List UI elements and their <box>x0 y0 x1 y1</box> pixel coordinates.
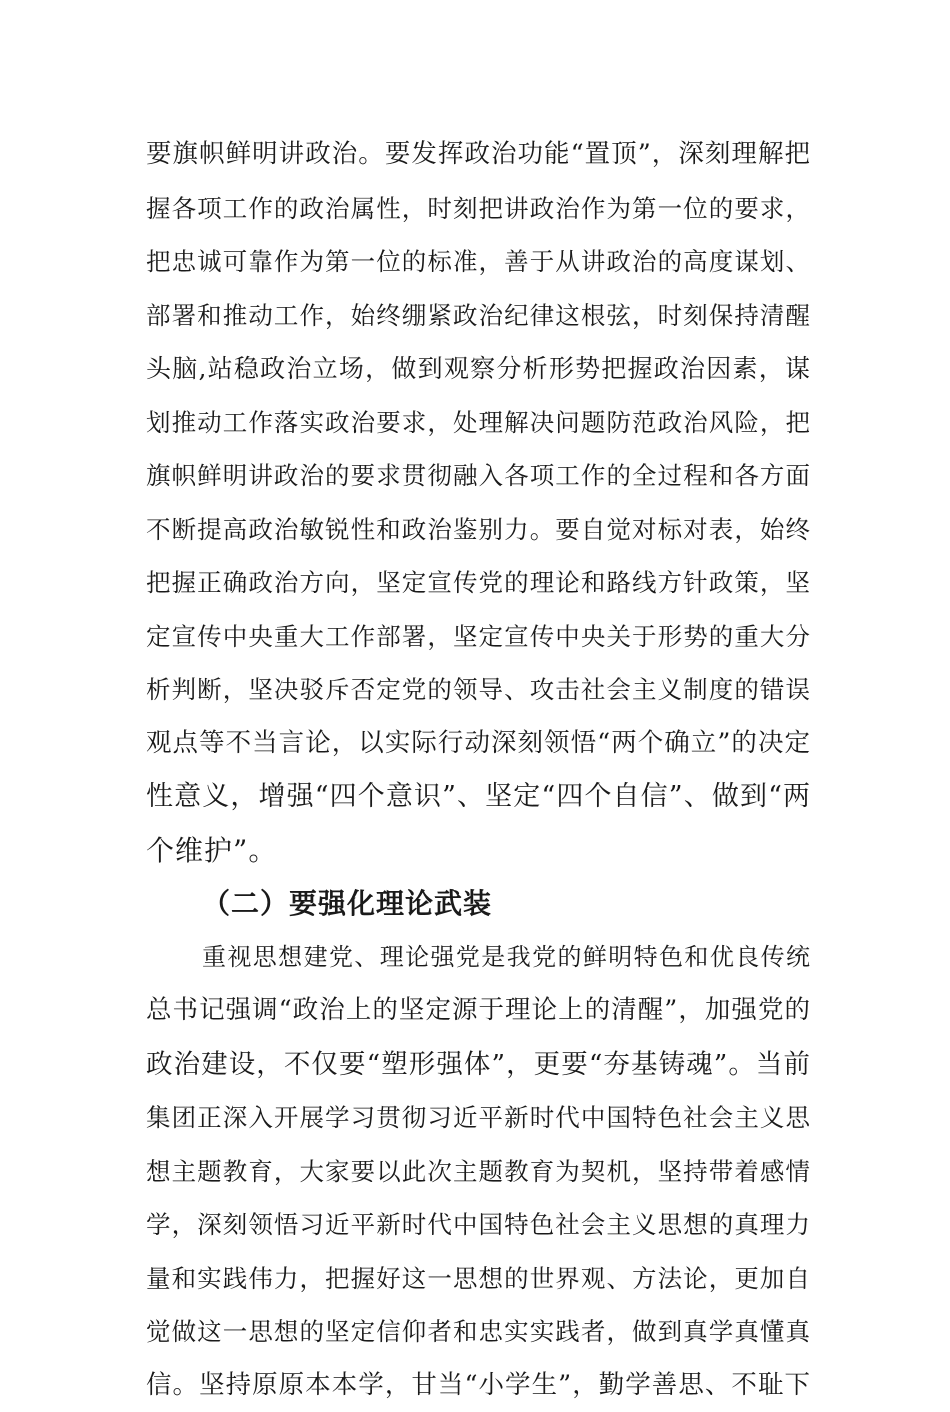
text-line: 不断提高政治敏锐性和政治鉴别力。要自觉对标对表，始终 <box>146 503 811 557</box>
text-line: 重视思想建党、理论强党是我党的鲜明特色和优良传统 <box>146 931 811 985</box>
text-line: 划推动工作落实政治要求，处理解决问题防范政治风险，把 <box>146 396 811 450</box>
text-line: 把握正确政治方向，坚定宣传党的理论和路线方针政策，坚 <box>146 556 811 610</box>
text-line: 政治建设，不仅要“塑形强体”，更要“夯基铸魂”。当前 <box>146 1038 811 1092</box>
text-line: 观点等不当言论，以实际行动深刻领悟“两个确立”的决定 <box>146 717 811 771</box>
text-line: 把忠诚可靠作为第一位的标准，善于从讲政治的高度谋划、 <box>146 235 811 289</box>
text-line: 定宣传中央重大工作部署，坚定宣传中央关于形势的重大分 <box>146 610 811 664</box>
text-line: 总书记强调“政治上的坚定源于理论上的清醒”，加强党的 <box>146 984 811 1038</box>
text-line: 头脑,站稳政治立场，做到观察分析形势把握政治因素，谋 <box>146 342 811 396</box>
text-line: 要旗帜鲜明讲政治。要发挥政治功能“置顶”，深刻理解把 <box>146 128 811 182</box>
text-line: 部署和推动工作，始终绷紧政治纪律这根弦，时刻保持清醒 <box>146 289 811 343</box>
text-line: 觉做这一思想的坚定信仰者和忠实实践者，做到真学真懂真 <box>146 1305 811 1359</box>
text-line: 析判断，坚决驳斥否定党的领导、攻击社会主义制度的错误 <box>146 663 811 717</box>
text-line: 学，深刻领悟习近平新时代中国特色社会主义思想的真理力 <box>146 1198 811 1252</box>
text-line: 集团正深入开展学习贯彻习近平新时代中国特色社会主义思 <box>146 1091 811 1145</box>
text-line: 想主题教育，大家要以此次主题教育为契机，坚持带着感情 <box>146 1145 811 1199</box>
text-line: 握各项工作的政治属性，时刻把讲政治作为第一位的要求， <box>146 182 811 236</box>
text-line: 信。坚持原原本本学，甘当“小学生”，勤学善思、不耻下 <box>146 1359 811 1412</box>
text-line: 个维护”。 <box>146 824 811 878</box>
text-line: 量和实践伟力，把握好这一思想的世界观、方法论，更加自 <box>146 1252 811 1306</box>
text-line: 性意义，增强“四个意识”、坚定“四个自信”、做到“两 <box>146 770 811 824</box>
body-text <box>146 128 811 1412</box>
text-line: 旗帜鲜明讲政治的要求贯彻融入各项工作的全过程和各方面 <box>146 449 811 503</box>
section-heading: （二）要强化理论武装 <box>146 877 811 931</box>
